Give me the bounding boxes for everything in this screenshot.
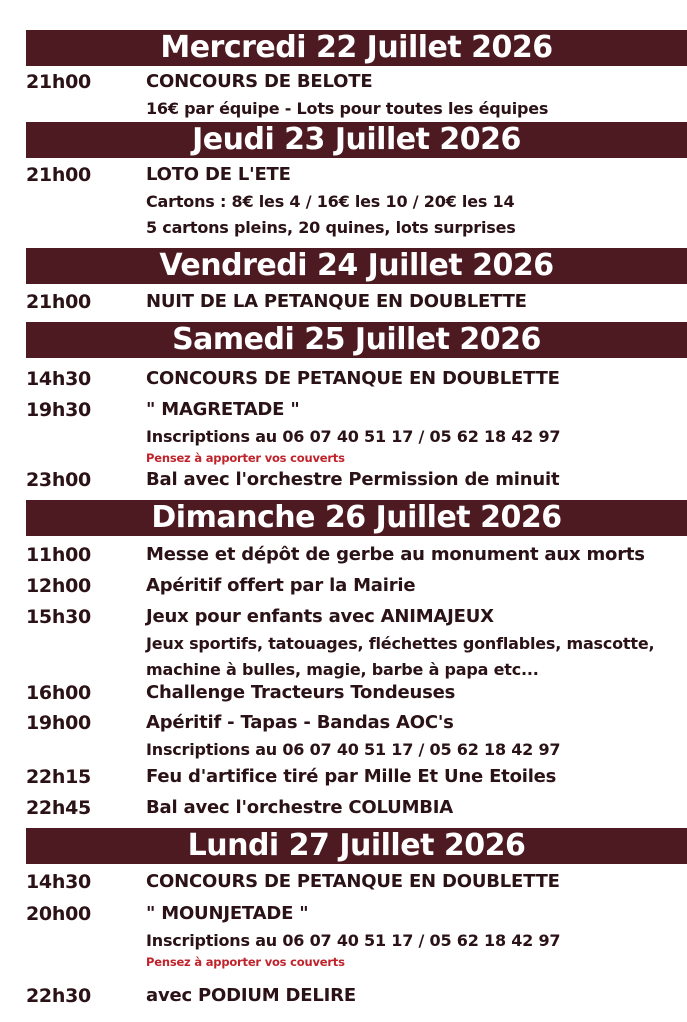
event-title: Bal avec l'orchestre Permission de minuit — [146, 469, 560, 490]
event-title: LOTO DE L'ETE — [146, 164, 291, 185]
event-detail: Inscriptions au 06 07 40 51 17 / 05 62 18 42 97 — [146, 427, 561, 446]
event-time: 21h00 — [26, 291, 91, 313]
event-time: 21h00 — [26, 164, 91, 186]
event-time: 22h45 — [26, 797, 91, 819]
event-title: CONCOURS DE PETANQUE EN DOUBLETTE — [146, 871, 560, 892]
event-title: " MAGRETADE " — [146, 399, 300, 420]
event-detail: Inscriptions au 06 07 40 51 17 / 05 62 18 42 97 — [146, 740, 561, 759]
event-time: 20h00 — [26, 903, 91, 925]
event-title: CONCOURS DE PETANQUE EN DOUBLETTE — [146, 368, 560, 389]
day-header: Vendredi 24 Juillet 2026 — [26, 248, 687, 284]
event-time: 23h00 — [26, 469, 91, 491]
event-title: Jeux pour enfants avec ANIMAJEUX — [146, 606, 494, 627]
event-title: Bal avec l'orchestre COLUMBIA — [146, 797, 454, 818]
event-title: Apéritif - Tapas - Bandas AOC's — [146, 712, 454, 733]
event-title: " MOUNJETADE " — [146, 903, 309, 924]
event-title: NUIT DE LA PETANQUE EN DOUBLETTE — [146, 291, 527, 312]
day-header: Dimanche 26 Juillet 2026 — [26, 500, 687, 536]
event-time: 14h30 — [26, 368, 91, 390]
day-header: Mercredi 22 Juillet 2026 — [26, 30, 687, 66]
event-note: Pensez à apporter vos couverts — [146, 955, 345, 969]
event-detail: 5 cartons pleins, 20 quines, lots surprises — [146, 218, 516, 237]
event-note: Pensez à apporter vos couverts — [146, 451, 345, 465]
event-title: Challenge Tracteurs Tondeuses — [146, 682, 456, 703]
event-title: Messe et dépôt de gerbe au monument aux morts — [146, 544, 645, 565]
event-detail: 16€ par équipe - Lots pour toutes les équipes — [146, 99, 549, 118]
event-detail: Cartons : 8€ les 4 / 16€ les 10 / 20€ les 14 — [146, 192, 515, 211]
event-time: 11h00 — [26, 544, 91, 566]
event-time: 21h00 — [26, 71, 91, 93]
event-detail: Jeux sportifs, tatouages, fléchettes gonflables, mascotte, — [146, 634, 655, 653]
day-header: Samedi 25 Juillet 2026 — [26, 322, 687, 358]
event-time: 19h00 — [26, 712, 91, 734]
event-time: 19h30 — [26, 399, 91, 421]
event-time: 16h00 — [26, 682, 91, 704]
day-header: Jeudi 23 Juillet 2026 — [26, 122, 687, 158]
event-title: CONCOURS DE BELOTE — [146, 71, 373, 92]
event-detail: machine à bulles, magie, barbe à papa etc... — [146, 660, 539, 679]
day-header: Lundi 27 Juillet 2026 — [26, 828, 687, 864]
event-time: 15h30 — [26, 606, 91, 628]
event-time: 22h30 — [26, 985, 91, 1007]
event-time: 14h30 — [26, 871, 91, 893]
event-time: 22h15 — [26, 766, 91, 788]
event-title: avec PODIUM DELIRE — [146, 985, 356, 1006]
event-title: Apéritif offert par la Mairie — [146, 575, 416, 596]
event-detail: Inscriptions au 06 07 40 51 17 / 05 62 18 42 97 — [146, 931, 561, 950]
event-time: 12h00 — [26, 575, 91, 597]
event-title: Feu d'artifice tiré par Mille Et Une Etoiles — [146, 766, 557, 787]
